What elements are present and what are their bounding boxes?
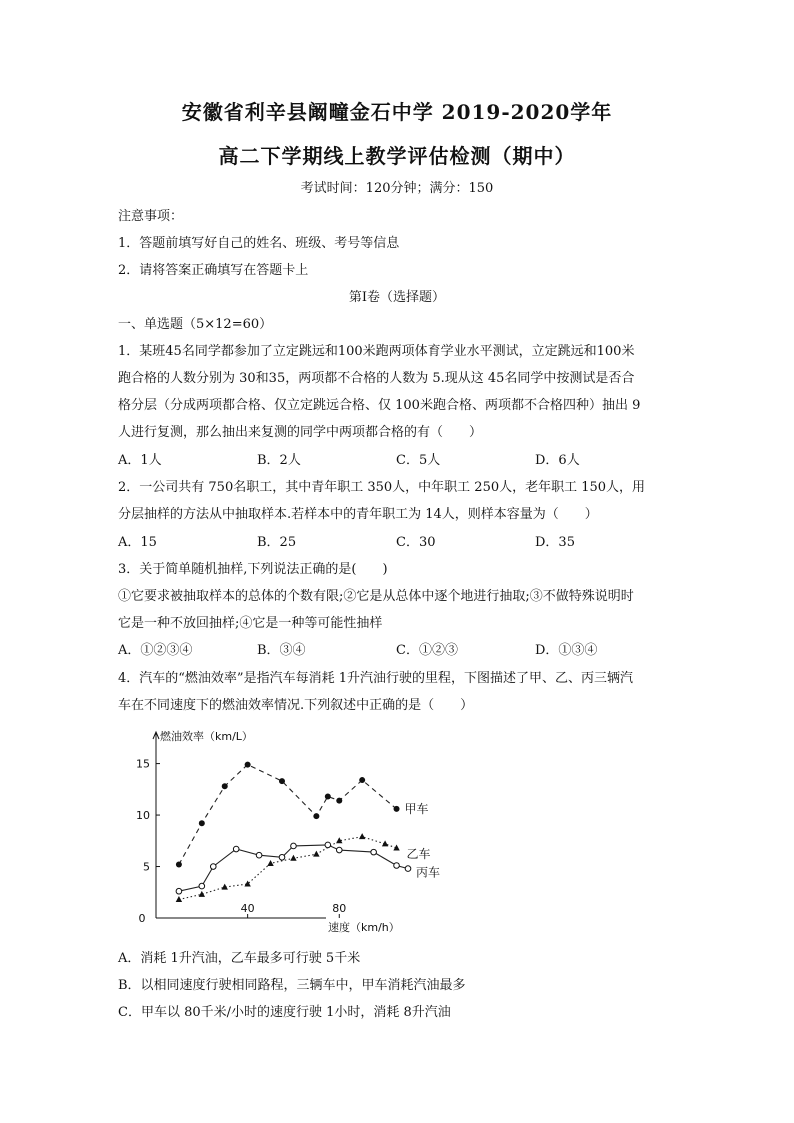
option-c: C．5人 — [396, 453, 441, 468]
data-point — [394, 806, 400, 812]
option-b: B．③④ — [257, 643, 306, 658]
option-a: A．15 — [118, 535, 157, 550]
option-b: B．25 — [257, 535, 297, 550]
option-c: C．30 — [396, 535, 436, 550]
data-point — [245, 762, 251, 768]
question-1-line: 1．某班45名同学都参加了立定跳远和100米跑两项体育学业水平测试，立定跳远和100米 — [118, 344, 635, 359]
y-tick-label: 10 — [136, 809, 150, 823]
chart-ticks — [136, 758, 346, 925]
question-1-line: 人进行复测，那么抽出来复测的同学中两项都合格的有（ ） — [118, 425, 483, 440]
data-point — [359, 833, 365, 839]
series-label: 丙车 — [416, 865, 441, 880]
data-point — [176, 861, 182, 867]
y-tick-label: 15 — [136, 757, 150, 771]
question-3-line: 它是一种不放回抽样;④它是一种等可能性抽样 — [118, 616, 383, 631]
option-b: B．2人 — [257, 453, 301, 468]
data-point — [325, 842, 331, 848]
y-axis-label: 燃油效率（km/L） — [160, 730, 253, 743]
fuel-efficiency-chart — [128, 725, 441, 940]
question-4-line: 车在不同速度下的燃油效率情况.下列叙述中正确的是（ ） — [118, 698, 474, 713]
option-a: A．1人 — [118, 453, 162, 468]
data-point — [382, 840, 388, 846]
q4-choice-b: B．以相同速度行驶相同路程，三辆车中，甲车消耗汽油最多 — [118, 978, 466, 993]
y-tick-label: 5 — [143, 860, 150, 874]
question-1-line: 跑合格的人数分别为 30和35，两项都不合格的人数为 5.现从这 45名同学中按测试是否合 — [118, 371, 635, 386]
data-point — [199, 891, 205, 897]
data-point — [325, 794, 331, 800]
question-1-line: 格分层（分成两项都合格、仅立定跳远合格、仅 100米跑合格、两项都不合格四种）抽出 9 — [118, 398, 641, 413]
option-c: C．①②③ — [396, 643, 458, 658]
question-4-line: 4．汽车的“燃油效率”是指汽车每消耗 1升汽油行驶的里程，下图描述了甲、乙、丙三辆汽 — [118, 671, 633, 686]
note-item: 2．请将答案正确填写在答题卡上 — [118, 263, 309, 278]
option-d: D．6人 — [535, 453, 580, 468]
data-point — [279, 854, 285, 860]
option-d: D．35 — [535, 535, 575, 550]
series-0 — [176, 762, 429, 868]
x-tick-label: 80 — [332, 902, 347, 915]
part-title: 第I卷（选择题） — [348, 290, 446, 305]
series-label: 乙车 — [406, 847, 431, 861]
question-2-line: 分层抽样的方法从中抽取样本.若样本中的青年职工为 14人，则样本容量为（ ） — [118, 507, 598, 522]
series-2 — [176, 842, 440, 894]
data-point — [313, 851, 319, 857]
note-item: 1．答题前填写好自己的姓名、班级、考号等信息 — [118, 236, 400, 251]
question-2-line: 2．一公司共有 750名职工，其中青年职工 350人，中年职工 250人，老年职工 150人，用 — [118, 480, 646, 495]
exam-info: 考试时间：120分钟；满分：150 — [300, 181, 494, 196]
data-point — [199, 820, 205, 826]
data-point — [176, 896, 182, 902]
x-axis-label: 速度（km/h） — [328, 921, 400, 934]
data-point — [222, 884, 228, 890]
exam-subtitle: 高二下学期线上教学评估检测（期中） — [218, 144, 576, 168]
x-tick-label: 40 — [240, 902, 255, 915]
chart-series — [176, 762, 440, 902]
option-d: D．①③④ — [535, 643, 598, 658]
data-point — [290, 855, 296, 861]
exam-title: 安徽省利辛县阚疃金石中学 2019-2020学年 — [181, 100, 613, 124]
question-3-line: ①它要求被抽取样本的总体的个数有限;②它是从总体中逐个地进行抽取;③不做特殊说明时 — [118, 589, 634, 604]
data-point — [291, 843, 297, 849]
data-point — [210, 864, 216, 870]
data-point — [394, 863, 400, 869]
data-point — [393, 845, 399, 851]
option-a: A．①②③④ — [118, 643, 193, 658]
data-point — [176, 888, 182, 894]
data-point — [336, 847, 342, 853]
q4-choice-a: A．消耗 1升汽油，乙车最多可行驶 5千米 — [118, 951, 361, 966]
data-point — [222, 783, 228, 789]
question-3-line: 3．关于简单随机抽样,下列说法正确的是( ) — [118, 562, 388, 577]
series-label: 甲车 — [404, 801, 429, 816]
notes-heading: 注意事项： — [118, 209, 184, 224]
q4-choice-c: C．甲车以 80千米/小时的速度行驶 1小时，消耗 8升汽油 — [118, 1005, 451, 1020]
data-point — [313, 813, 319, 819]
data-point — [267, 860, 273, 866]
x-tick-label: 0 — [138, 912, 146, 925]
data-point — [199, 883, 205, 889]
data-point — [279, 778, 285, 784]
data-point — [244, 881, 250, 887]
section-title: 一、单选题（5×12=60） — [118, 317, 273, 332]
data-point — [359, 777, 365, 783]
data-point — [405, 866, 411, 872]
data-point — [256, 852, 262, 858]
data-point — [371, 849, 377, 855]
data-point — [233, 846, 239, 852]
data-point — [336, 798, 342, 804]
